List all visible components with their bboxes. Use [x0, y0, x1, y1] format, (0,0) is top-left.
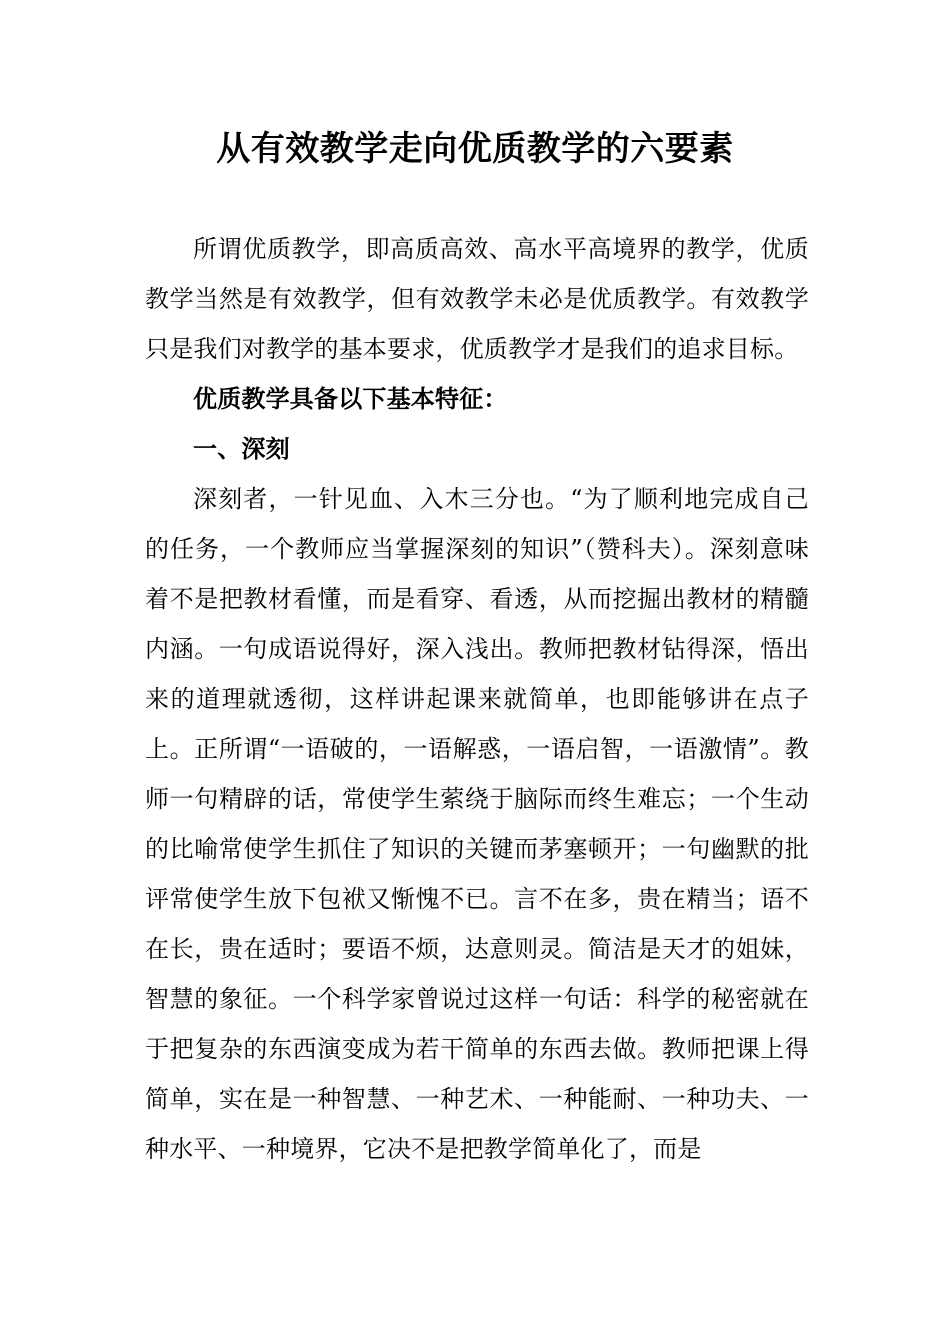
- document-title: 从有效教学走向优质教学的六要素: [216, 129, 734, 169]
- depth-paragraph: 深刻者，一针见血、入木三分也。“为了顺利地完成自己的任务，一个教师应当掌握深刻的知识”（赞科夫）。深刻意味着不是把教材看懂，而是看穿、看透，从而挖掘出教材的精髓内涵。一句成语说得好，深入浅出。教师把教材钻得深，悟出来的道理就透彻，这样讲起课来就简单，也即能够讲在点子上。正所谓“一语破的，一语解惑，一语启智，一语激情”。教师一句精辟的话，常使学生萦绕于脑际而终生难忘；一个生动的比喻常使学生抓住了知识的关键而茅塞顿开；一句幽默的批评常使学生放下包袱又惭愧不已。言不在多，贵在精当；语不在长，贵在适时；要语不烦，达意则灵。简洁是天才的姐妹，智慧的象征。一个科学家曾说过这样一句话：科学的秘密就在于把复杂的东西演变成为若干简单的东西去做。教师把课上得简单，实在是一种智慧、一种艺术、一种能耐、一种功夫、一种水平、一种境界，它决不是把教学简单化了，而是: [145, 485, 809, 1163]
- intro-paragraph: 所谓优质教学，即高质高效、高水平高境界的教学，优质教学当然是有效教学，但有效教学未必是优质教学。有效教学只是我们对教学的基本要求，优质教学才是我们的追求目标。: [145, 235, 809, 363]
- section-heading-depth: 一、深刻: [193, 434, 290, 463]
- features-heading: 优质教学具备以下基本特征：: [193, 384, 508, 413]
- document-body: [145, 224, 809, 1174]
